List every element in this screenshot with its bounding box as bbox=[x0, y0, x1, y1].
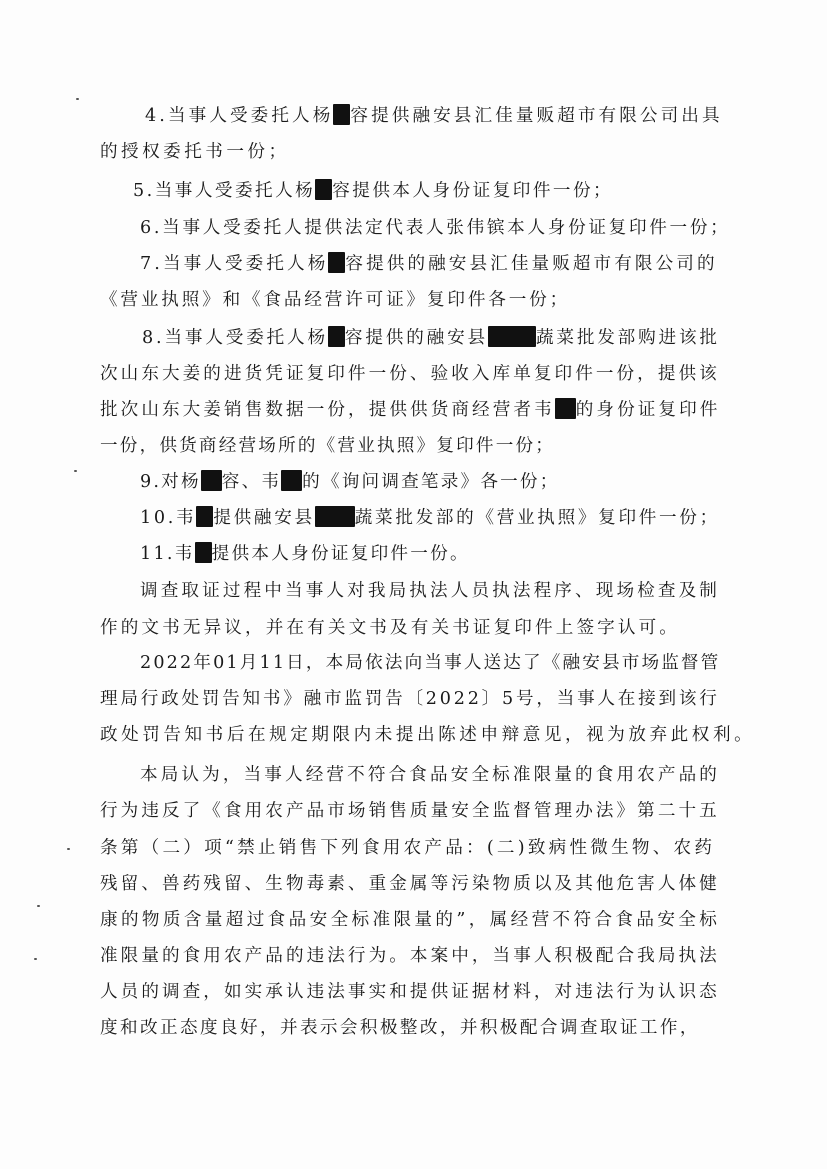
text-line bbox=[140, 251, 718, 277]
text-segment: 《营业执照》和《食品经营许可证》复印件各一份； bbox=[100, 290, 571, 310]
text-segment: 残留、兽药残留、生物毒素、重金属等污染物质以及其他危害人体健 bbox=[100, 874, 720, 894]
text-segment: 2022年01月11日，本局依法向当事人送达了《融安县市场监督管 bbox=[140, 653, 721, 673]
scan-speck bbox=[67, 848, 70, 850]
text-segment: 8.当事人受委托人杨 bbox=[142, 328, 328, 348]
text-segment: 理局行政处罚告知书》融市监罚告〔2022〕5号，当事人在接到该行 bbox=[100, 689, 720, 709]
text-segment: 次山东大姜的进货凭证复印件一份、验收入库单复印件一份，提供该 bbox=[100, 364, 720, 384]
text-segment: 提供本人身份证复印件一份。 bbox=[211, 544, 470, 564]
text-line bbox=[100, 397, 720, 423]
text-segment: 度和改正态度良好，并表示会积极整改，并积极配合调查取证工作， bbox=[100, 1018, 700, 1038]
text-segment: 康的物质含量超过食品安全标准限量的”，属经营不符合食品安全标 bbox=[100, 910, 721, 930]
text-line bbox=[100, 907, 720, 933]
text-line bbox=[100, 433, 555, 459]
text-segment: 的身份证复印件 bbox=[575, 400, 721, 420]
text-segment: 本局认为，当事人经营不符合食品安全标准限量的食用农产品的 bbox=[140, 765, 721, 785]
redaction-block bbox=[315, 179, 332, 200]
text-segment: 5.当事人受委托人杨 bbox=[133, 181, 316, 201]
text-line bbox=[142, 325, 720, 351]
text-line bbox=[140, 650, 720, 676]
text-line bbox=[100, 871, 720, 897]
text-line bbox=[140, 469, 560, 495]
text-line bbox=[100, 835, 715, 861]
redaction-block bbox=[488, 326, 536, 347]
scan-speck bbox=[34, 958, 37, 960]
text-segment: 人员的调查，如实承认违法事实和提供证据材料，对违法行为认识态 bbox=[100, 982, 720, 1002]
text-segment: 6.当事人受委托人提供法定代表人张伟镔本人身份证复印件一份； bbox=[140, 218, 731, 238]
text-segment: 的《询问调查笔录》各一份； bbox=[302, 472, 560, 492]
text-line bbox=[140, 541, 470, 567]
redaction-block bbox=[281, 470, 302, 491]
text-line bbox=[100, 139, 290, 165]
text-segment: 蔬菜批发部的《营业执照》复印件一份； bbox=[354, 508, 720, 528]
text-segment: 4.当事人受委托人杨 bbox=[145, 106, 334, 126]
text-line bbox=[100, 615, 680, 641]
redaction-block bbox=[328, 326, 345, 347]
text-segment: 容提供的融安县 bbox=[344, 328, 488, 348]
text-segment: 一份，供货商经营场所的《营业执照》复印件一份； bbox=[100, 436, 556, 456]
text-segment: 条第（二）项“禁止销售下列食用农产品：(二)致病性微生物、农药 bbox=[100, 838, 716, 858]
text-line bbox=[100, 1015, 700, 1041]
text-segment: 容提供融安县汇佳量贩超市有限公司出具 bbox=[350, 106, 723, 126]
redaction-block bbox=[333, 104, 350, 125]
text-segment: 7.当事人受委托人杨 bbox=[140, 254, 329, 274]
text-segment: 10.韦 bbox=[140, 508, 197, 528]
scan-speck bbox=[74, 470, 77, 472]
text-segment: 蔬菜批发部购进该批 bbox=[535, 328, 720, 348]
text-line bbox=[140, 762, 720, 788]
text-line bbox=[100, 686, 720, 712]
redaction-block bbox=[196, 506, 213, 527]
text-line bbox=[100, 979, 720, 1005]
text-segment: 作的文书无异议，并在有关文书及有关书证复印件上签字认可。 bbox=[100, 618, 681, 638]
text-segment: 9.对杨 bbox=[140, 472, 201, 492]
text-segment: 容、韦 bbox=[221, 472, 282, 492]
text-segment: 批次山东大姜销售数据一份，提供供货商经营者韦 bbox=[100, 400, 555, 420]
redaction-block bbox=[315, 506, 355, 527]
redaction-block bbox=[328, 252, 345, 273]
text-line bbox=[145, 103, 723, 129]
redaction-block bbox=[555, 398, 576, 419]
text-segment: 提供融安县 bbox=[213, 508, 315, 528]
text-line bbox=[140, 578, 720, 604]
text-line bbox=[140, 215, 730, 241]
text-segment: 的授权委托书一份； bbox=[100, 142, 290, 162]
redaction-block bbox=[201, 470, 222, 491]
text-line bbox=[100, 287, 570, 313]
scan-speck bbox=[76, 98, 79, 100]
text-segment: 容提供的融安县汇佳量贩超市有限公司的 bbox=[345, 254, 718, 274]
scan-speck bbox=[37, 905, 40, 907]
text-segment: 容提供本人身份证复印件一份； bbox=[332, 181, 614, 201]
text-line bbox=[100, 722, 755, 748]
text-segment: 行为违反了《食用农产品市场销售质量安全监督管理办法》第二十五 bbox=[100, 801, 720, 821]
text-segment: 11.韦 bbox=[140, 544, 195, 564]
text-line bbox=[100, 361, 720, 387]
redaction-block bbox=[195, 542, 212, 563]
text-line bbox=[100, 943, 720, 969]
text-line bbox=[140, 505, 720, 531]
text-line bbox=[133, 178, 613, 204]
text-line bbox=[100, 798, 720, 824]
text-segment: 准限量的食用农产品的违法行为。本案中，当事人积极配合我局执法 bbox=[100, 946, 720, 966]
text-segment: 政处罚告知书后在规定期限内未提出陈述申辩意见，视为放弃此权利。 bbox=[100, 725, 756, 745]
text-segment: 调查取证过程中当事人对我局执法人员执法程序、现场检查及制 bbox=[140, 581, 721, 601]
